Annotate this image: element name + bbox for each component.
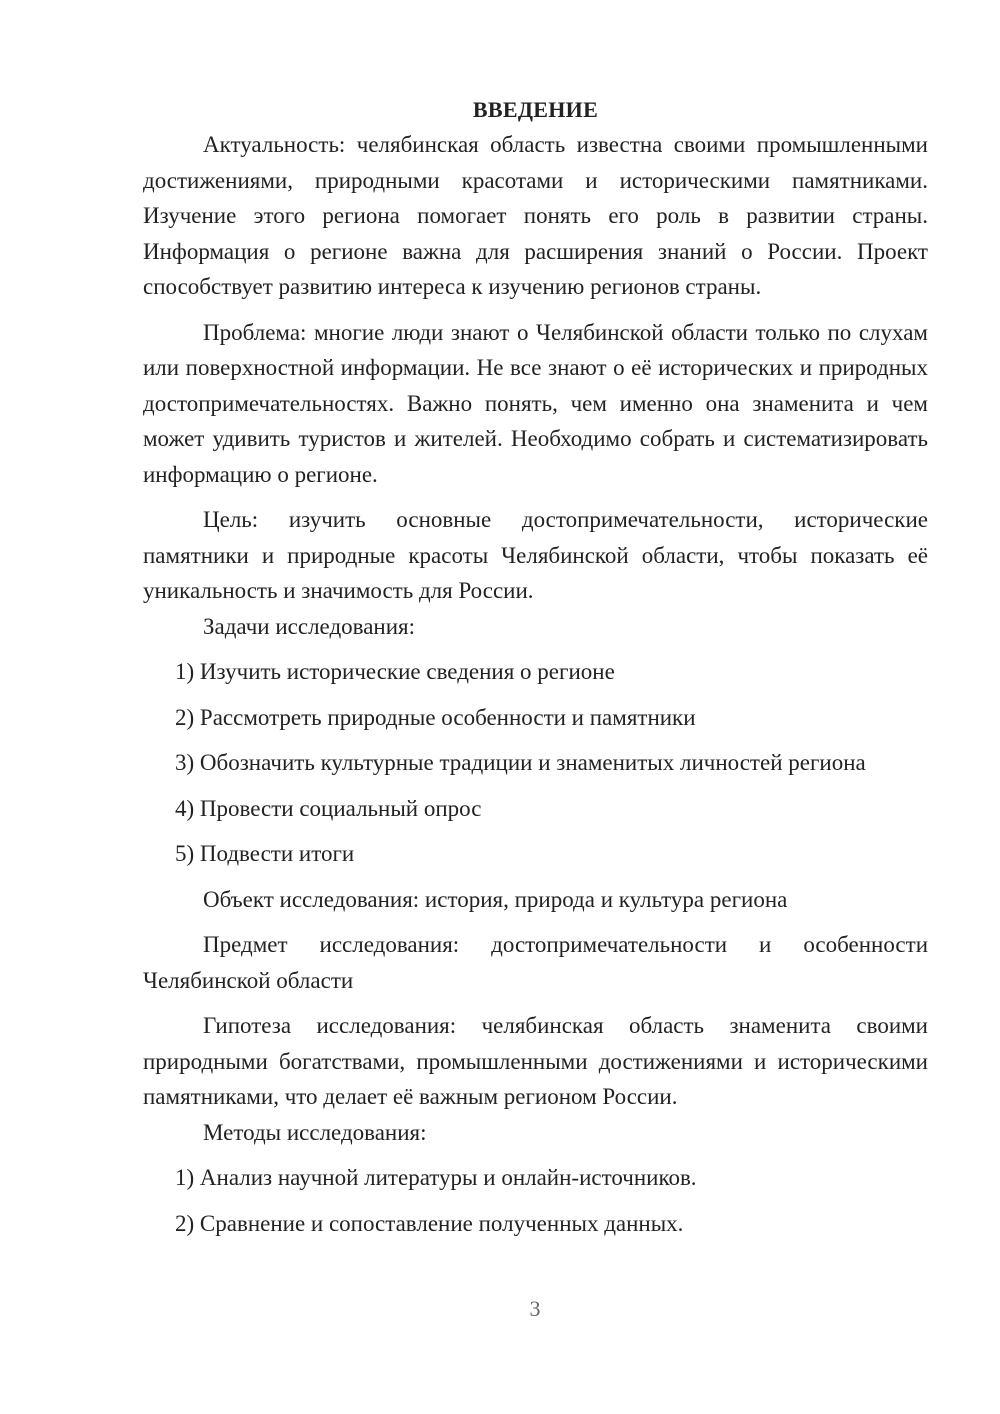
section-title: ВВЕДЕНИЕ bbox=[472, 97, 599, 122]
task-item-4: 4) Провести социальный опрос bbox=[175, 795, 482, 821]
task-item-1: 1) Изучить исторические сведения о регионе bbox=[175, 659, 615, 684]
subject-paragraph: Предмет исследования: достопримечательности и особенности Челябинской области bbox=[143, 932, 928, 993]
task-item-2: 2) Рассмотреть природные особенности и памятники bbox=[175, 704, 696, 730]
document-body bbox=[143, 92, 928, 1241]
method-item-2: 2) Сравнение и сопоставление полученных данных. bbox=[175, 1210, 684, 1236]
problem-paragraph: Проблема: многие люди знают о Челябинской области только по слухам или поверхностной информации. Не все знают о её исторических и природных достопримечательностях. Важно понять, чем именно она знаменита и чем может удивить туристов и жителей. Необходимо собрать и систематизировать информацию о регионе. bbox=[143, 319, 928, 487]
relevance-paragraph: Актуальность: челябинская область известна своими промышленными достижениями, природными красотами и историческими памятниками. Изучение этого региона помогает понять его роль в развитии страны. Информация о регионе важна для расширения знаний о России. Проект способствует развитию интереса к изучению регионов страны. bbox=[143, 132, 928, 299]
task-item-3: 3) Обозначить культурные традиции и знаменитых личностей региона bbox=[175, 750, 866, 775]
object-paragraph: Объект исследования: история, природа и культура региона bbox=[203, 886, 788, 912]
goal-paragraph: Цель: изучить основные достопримечательности, исторические памятники и природные красоты Челябинской области, чтобы показать её уникальность и значимость для России. bbox=[143, 507, 928, 603]
task-item-5: 5) Подвести итоги bbox=[175, 841, 355, 866]
methods-list bbox=[143, 1160, 928, 1241]
hypothesis-paragraph: Гипотеза исследования: челябинская область знаменита своими природными богатствами, промышленными достижениями и историческими памятниками, что делает её важным регионом России. bbox=[143, 1013, 928, 1109]
tasks-list bbox=[143, 654, 928, 872]
tasks-heading: Задачи исследования: bbox=[203, 613, 416, 639]
page-number: 3 bbox=[529, 1296, 541, 1321]
methods-heading: Методы исследования: bbox=[203, 1119, 427, 1145]
method-item-1: 1) Анализ научной литературы и онлайн-источников. bbox=[175, 1165, 697, 1190]
